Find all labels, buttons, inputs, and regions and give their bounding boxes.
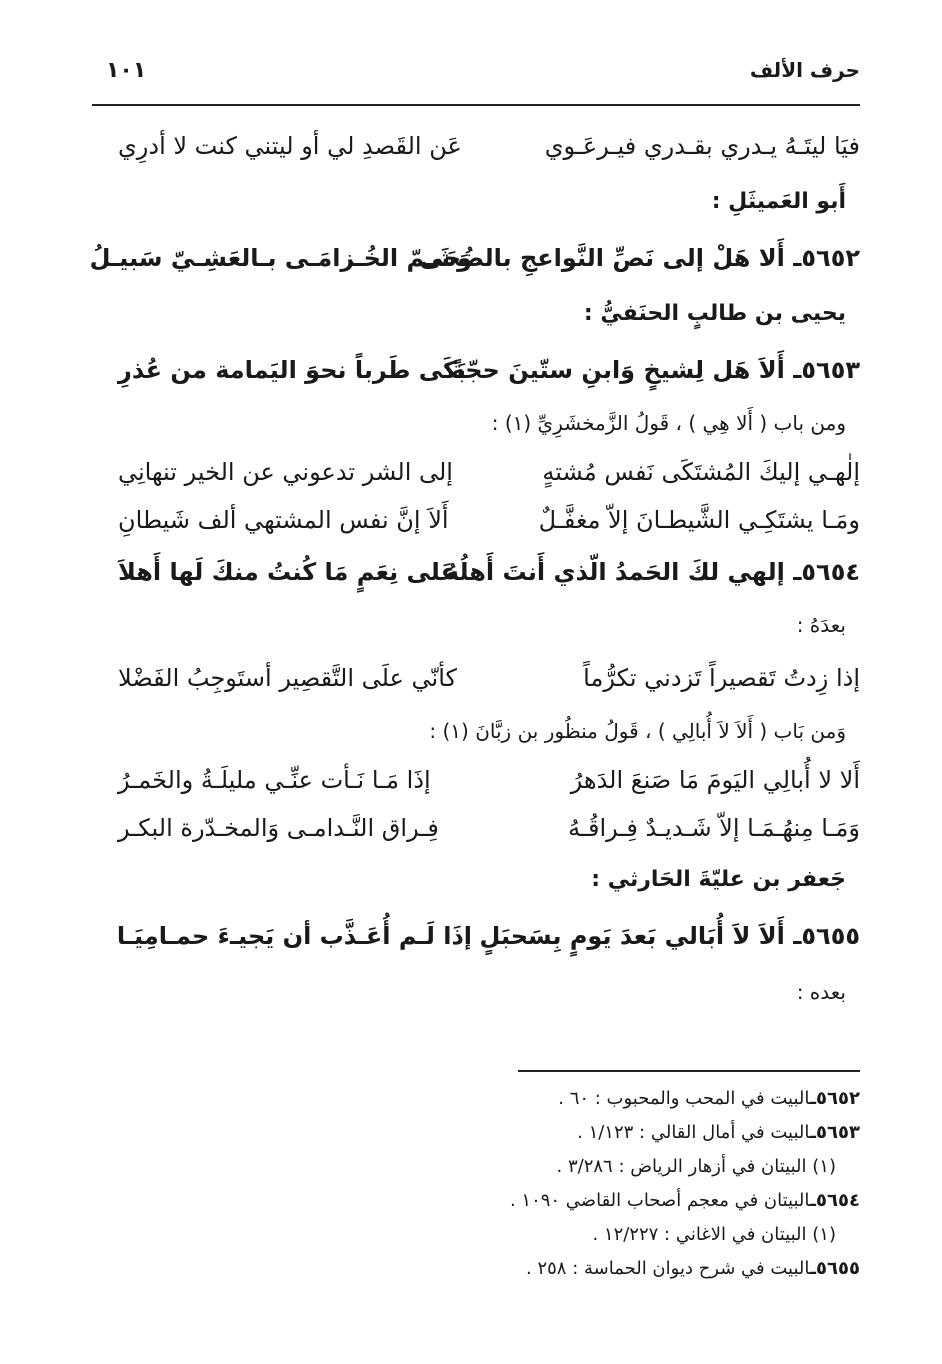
second-hemistich: بَكَى طَرباً نحوَ اليَمامة من عُذرِ — [118, 356, 467, 384]
second-hemistich: فِـراق النَّـدامـى وَالمخـدّرة البكـر — [118, 814, 439, 842]
intro-line: وَمن بَاب ( أَلاَ لاَ أُبالِي ) ، قَولُ منظُور بن زبَّانَ (١) : — [429, 719, 846, 743]
footnote-text: البيتان في معجم أصحاب القاضي ١٠٩٠ . — [509, 1190, 810, 1211]
poem-body — [89, 118, 860, 1020]
verse — [118, 448, 860, 496]
verse — [118, 118, 860, 174]
chapter-title: حرف الألف — [749, 58, 860, 82]
poet-name: يحيى بن طالبٍ الحنَفيُّ : — [583, 301, 846, 326]
footnote-ref: ٥٦٥٥ـ — [809, 1258, 860, 1279]
first-hemistich: إلٰهـي إليكَ المُشتَكَى نَفس مُشتهٍ — [542, 458, 860, 486]
verse — [118, 756, 860, 804]
footnotes — [118, 1070, 860, 1286]
footnote — [118, 1116, 860, 1150]
second-hemistich: عَن القَصدِ لي أو ليتني كنت لا أدرِي — [118, 132, 462, 160]
second-hemistich: إلى الشر تدعوني عن الخير تنهانِي — [118, 458, 453, 486]
poet-name: جَعفر بن عليّةَ الحَارثي : — [591, 867, 846, 892]
second-hemistich: إذَا لَـم أُعَـذَّب أن يَجيـءَ حمـامِيَـا — [116, 922, 472, 950]
footnote-text: البيت في أمال القالي : ١/١٢٣ . — [577, 1122, 810, 1143]
second-hemistich: عَلى نِعَمٍ مَا كُنتُ منكَ لَها أَهلاَ — [118, 558, 457, 586]
first-hemistich: إذا زِدتُ تَقصيراً تَزدني تكرُّماً — [583, 664, 860, 692]
footnote-text: البيتان في الاغاني : ١٢/٢٢٧ . — [592, 1224, 807, 1245]
first-hemistich: ٥٦٥٣ـ أَلاَ هَل لِشيخٍ وَابنِ ستّينَ حجّةً — [450, 356, 860, 384]
first-hemistich: ومَـا يشتَكِـي الشَّيطـانَ إلاّ مغفَّـلٌ — [538, 506, 860, 534]
first-hemistich: ٥٦٥٢ـ أَلا هَلْ إلى نَصِّ النَّواعجِ بالضُحَى — [419, 244, 860, 272]
second-hemistich: إذَا مَـا نَـأت عنِّـي مليلَـةُ والخَمـرُ — [118, 766, 431, 794]
first-hemistich: ٥٦٥٤ـ إلهي لكَ الحَمدُ الّذي أَنتَ أَهلُهُ — [444, 558, 860, 586]
second-hemistich: كأنّي علَى التَّقصِير أستَوجِبُ الفَضْلا — [118, 664, 457, 692]
page-number: ١٠١ — [106, 58, 147, 83]
poet-name: أَبو العَميثَلِ : — [711, 189, 846, 214]
footnote — [118, 1184, 860, 1218]
verse-5655 — [118, 908, 860, 964]
footnote-text: البيت في المحب والمحبوب : ٦٠ . — [558, 1088, 810, 1109]
footnote-ref: ٥٦٥٢ـ — [809, 1088, 860, 1109]
footnote-ref: (١) — [812, 1224, 836, 1245]
verse-5653 — [118, 342, 860, 398]
first-hemistich: وَمَـا مِنهُـمَـا إلاّ شَـديـدٌ فِـراقُـهُ — [568, 814, 860, 842]
first-hemistich: فيَا ليتَـهُ يـدري بقـدري فيـرعَـوي — [544, 132, 860, 160]
footnote — [118, 1218, 860, 1252]
second-hemistich: أَلاَ إنَّ نفس المشتهي ألف شَيطانِ — [118, 506, 449, 534]
intro-line: بعده : — [796, 980, 846, 1004]
verse — [118, 804, 860, 852]
verse-5652 — [89, 230, 860, 286]
verse — [118, 496, 860, 544]
footnote-text: البيت في شرح ديوان الحماسة : ٢٥٨ . — [526, 1258, 810, 1279]
footnote-ref: ٥٦٥٤ـ — [809, 1190, 860, 1211]
footnote — [118, 1082, 860, 1116]
first-hemistich: أَلا لا أُبالِي اليَومَ مَا صَنعَ الدَهرُ — [570, 766, 860, 794]
footnote-ref: ٥٦٥٣ـ — [809, 1122, 860, 1143]
second-hemistich: وَشَـمّ الخُـزامَـى بـالعَشِـيّ سَبيـلُ — [89, 244, 472, 272]
verse — [118, 650, 860, 706]
intro-line: ومن باب ( أَلا هِي ) ، قَولُ الزَّمخشَرِيِّ (١) : — [491, 411, 846, 435]
footnote-text: البيتان في أزهار الرياض : ٣/٢٨٦ . — [556, 1156, 807, 1177]
first-hemistich: ٥٦٥٥ـ أَلاَ لاَ أُبَالي بَعدَ يَومٍ بِسَحبَلٍ — [479, 922, 860, 950]
footnote — [118, 1150, 860, 1184]
footnote-ref: (١) — [812, 1156, 836, 1177]
page-header — [92, 58, 860, 106]
verse-5654 — [118, 544, 860, 600]
footnote — [118, 1252, 860, 1286]
intro-line: بعدَهُ : — [796, 613, 846, 637]
footnote-divider — [518, 1070, 860, 1072]
